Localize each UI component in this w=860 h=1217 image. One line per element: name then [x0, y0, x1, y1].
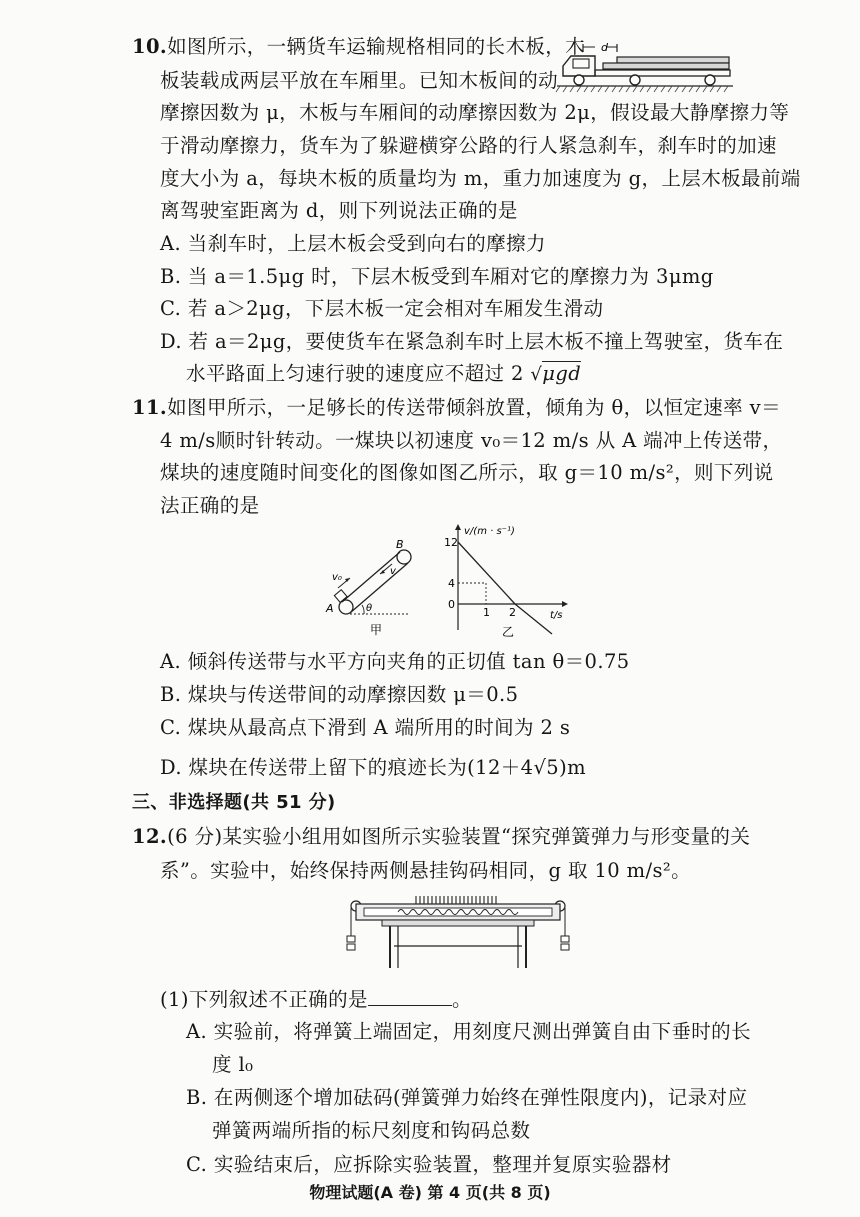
page-footer: 物理试题(A 卷) 第 4 页(共 8 页)	[309, 1183, 551, 1202]
sqrt-sign: √	[530, 364, 543, 385]
q10-text-1: 如图所示，一辆货车运输规格相同的长木板，木	[167, 35, 586, 58]
q10-option-a: A. 当刹车时，上层木板会受到向右的摩擦力	[160, 232, 546, 255]
q12-sub1-text: (1)下列叙述不正确的是	[160, 988, 368, 1011]
vt-graph-yi	[440, 520, 580, 642]
label-b: B	[396, 538, 404, 551]
answer-blank[interactable]	[368, 987, 452, 1006]
caption-yi: 乙	[502, 625, 515, 639]
q10-option-d-text: 水平路面上匀速行驶的速度应不超过 2	[186, 362, 524, 385]
d-label: d	[601, 41, 608, 54]
sqrt-radicand: μgd	[542, 362, 582, 385]
q11-option-d: D. 煤块在传送带上留下的痕迹长为(12＋4√5)m	[160, 756, 586, 779]
caption-jia: 甲	[370, 623, 383, 637]
q11-option-a: A. 倾斜传送带与水平方向夹角的正切值 tan θ＝0.75	[160, 650, 630, 673]
q10-option-d-cont	[186, 359, 581, 390]
label-a: A	[326, 602, 334, 615]
q11-option-b: B. 煤块与传送带间的动摩擦因数 μ＝0.5	[160, 683, 519, 706]
yi-ylabel: v/(m · s⁻¹)	[464, 526, 515, 537]
q12-line-1	[132, 822, 750, 852]
q11-line-2: 4 m/s顺时针转动。一煤块以初速度 v₀＝12 m/s 从 A 端冲上传送带，	[160, 429, 783, 452]
tick-4: 4	[448, 577, 455, 590]
q10-line-5: 度大小为 a，每块木板的质量均为 m，重力加速度为 g，上层木板最前端	[160, 167, 801, 190]
q12-line-2: 系”。实验中，始终保持两侧悬挂钩码相同，g 取 10 m/s²。	[160, 859, 692, 882]
q12-sub1	[160, 985, 472, 1015]
q10-number: 10.	[132, 35, 168, 58]
label-theta: θ	[366, 603, 373, 614]
q12-option-c: C. 实验结束后，应拆除实验装置，整理并复原实验器材	[186, 1153, 672, 1176]
q11-option-c: C. 煤块从最高点下滑到 A 端所用的时间为 2 s	[160, 716, 571, 739]
q10-option-b: B. 当 a＝1.5μg 时，下层木板受到车厢对它的摩擦力为 3μmg	[160, 265, 714, 288]
truck-figure	[555, 32, 735, 104]
q11-text-1: 如图甲所示，一足够长的传送带倾斜放置，倾角为 θ，以恒定速率 v＝	[167, 396, 781, 419]
q11-line-1	[132, 393, 781, 423]
q12-sub1-end: 。	[451, 988, 472, 1011]
section-title: 三、非选择题(共 51 分)	[132, 792, 336, 813]
label-v0: v₀	[332, 572, 342, 583]
q10-line-3: 摩擦因数为 μ，木板与车厢间的动摩擦因数为 2μ，假设最大静摩擦力等	[160, 101, 790, 124]
q12-option-b-cont: 弹簧两端所指的标尺刻度和钩码总数	[212, 1119, 531, 1142]
spring-apparatus-figure	[338, 890, 578, 972]
tick-0: 0	[448, 598, 455, 611]
tick-1: 1	[483, 606, 490, 619]
tick-12: 12	[444, 536, 458, 549]
q12-text-1: (6 分)某实验小组用如图所示实验装置“探究弹簧弹力与形变量的关	[167, 825, 751, 848]
q10-line-1	[132, 32, 585, 62]
tick-2: 2	[509, 606, 516, 619]
q12-option-a-cont: 度 l₀	[212, 1053, 254, 1076]
q11-number: 11.	[132, 396, 168, 419]
q10-line-4: 于滑动摩擦力，货车为了躲避横穿公路的行人紧急刹车，刹车时的加速	[160, 134, 777, 157]
q10-line-6: 离驾驶室距离为 d，则下列说法正确的是	[160, 199, 518, 222]
q10-option-c: C. 若 a＞2μg，下层木板一定会相对车厢发生滑动	[160, 297, 604, 320]
q11-line-4: 法正确的是	[160, 494, 260, 517]
q12-option-b: B. 在两侧逐个增加砝码(弹簧弹力始终在弹性限度内)，记录对应	[186, 1086, 748, 1109]
conveyor-figure-jia	[320, 530, 425, 642]
q12-number: 12.	[132, 825, 168, 848]
q11-line-3: 煤块的速度随时间变化的图像如图乙所示，取 g＝10 m/s²，则下列说	[160, 461, 774, 484]
yi-xlabel: t/s	[550, 610, 563, 621]
q12-option-a: A. 实验前，将弹簧上端固定，用刻度尺测出弹簧自由下垂时的长	[186, 1020, 751, 1043]
q10-line-2: 板装载成两层平放在车厢里。已知木板间的动	[160, 69, 559, 92]
label-v: v	[390, 566, 396, 577]
q10-option-d: D. 若 a＝2μg，要使货车在紧急刹车时上层木板不撞上驾驶室，货车在	[160, 330, 784, 353]
